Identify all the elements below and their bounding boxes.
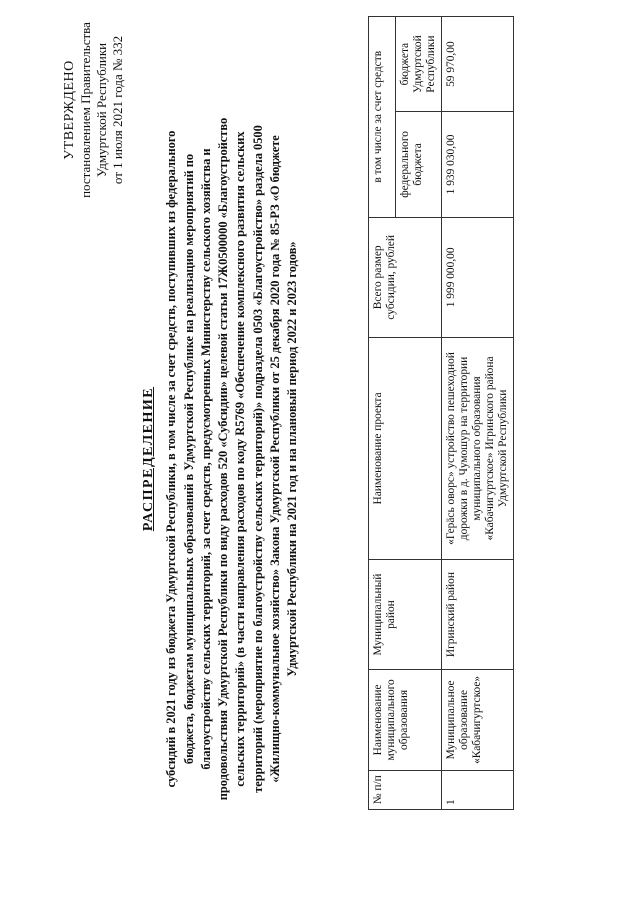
- table-row: [442, 17, 514, 810]
- distribution-table: [368, 16, 514, 810]
- approval-stamp: [62, 10, 126, 210]
- header-num: № п/п: [369, 770, 442, 809]
- document-heading: РАСПРЕДЕЛЕНИЕ: [141, 386, 156, 532]
- header-project: Наименование проекта: [369, 338, 442, 560]
- approval-line-4: от 1 июля 2021 года № 332: [110, 35, 125, 185]
- header-total: Всего размер субсидии, рублей: [369, 217, 442, 338]
- approval-line-3: Удмуртской Республики: [94, 42, 109, 178]
- cell-project: «Герäсь оворс» устройство пешеходной дорожки в д. Чумошур на территории муниципального образования «Кабачигуртское» Игринского района Удмуртской Республики: [442, 338, 514, 560]
- header-including: в том числе за счет средств: [369, 17, 396, 218]
- cell-municipality: Муниципальное образование «Кабачигуртское»: [442, 670, 514, 770]
- cell-total: 1 999 000,00: [442, 217, 514, 338]
- approval-line-2: постановлением Правительства: [78, 22, 93, 198]
- header-federal: федерального бюджета: [396, 112, 442, 217]
- cell-regional: 59 970,00: [442, 17, 514, 112]
- approval-title: УТВЕРЖДЕНО: [62, 60, 77, 160]
- cell-num: 1: [442, 770, 514, 809]
- header-municipality: Наименование муниципального образования: [369, 670, 442, 770]
- document-title-block: [140, 109, 302, 809]
- cell-federal: 1 939 030,00: [442, 112, 514, 217]
- header-regional: бюджета Удмуртской Республики: [396, 17, 442, 112]
- header-district: Муниципальный район: [369, 559, 442, 669]
- document-title-text: субсидий в 2021 году из бюджета Удмуртской Республики, в том числе за счет средств, поступивших из федерального бюджета, бюджетам муниципальных образований в Удмуртской Республике на реализацию мероприятий по благоустройству сельских территорий, за счет средств, предусмотренных Министерству сельского хозяйства и продовольствия Удмуртской Республики по виду расходов 520 «Субсидии» целевой статьи 17Ж0500000 «Благоустройство сельских территорий» (в части направления расходов по коду R5769 «Обеспечение комплексного развития сельских территорий (мероприятие по благоустройству сельских территорий)» подраздела 0503 «Благоустройство» раздела 0500 «Жилищно-коммунальное хозяйство» Закона Удмуртской Республики от 25 декабря 2020 года № 85-РЗ «О бюджете Удмуртской Республики на 2021 год и на плановый период 2022 и 2023 годов»: [164, 117, 300, 801]
- cell-district: Игринский район: [442, 559, 514, 669]
